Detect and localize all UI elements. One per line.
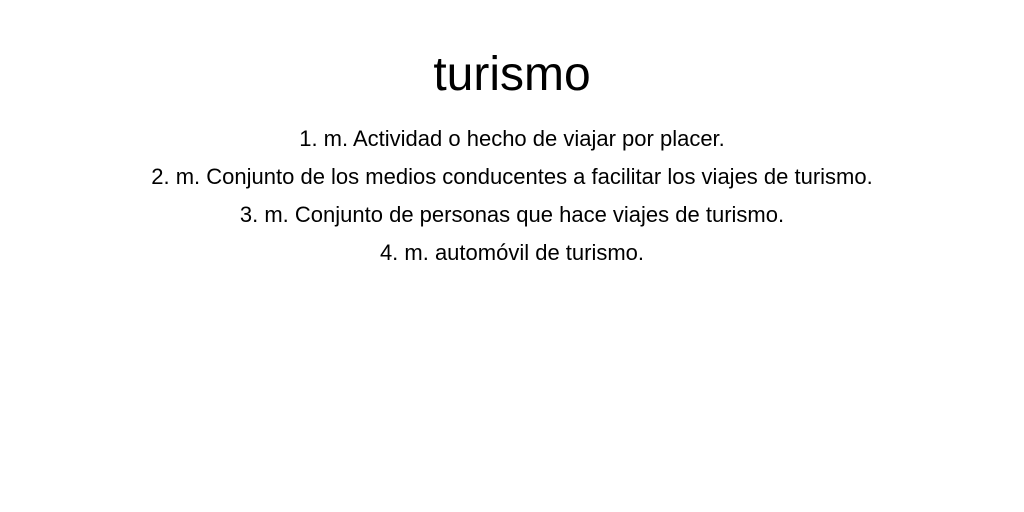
definition-4: 4. m. automóvil de turismo. — [379, 240, 645, 265]
definition-1: 1. m. Actividad o hecho de viajar por placer. — [299, 126, 725, 151]
definition-list — [0, 120, 1024, 272]
definition-3: 3. m. Conjunto de personas que hace viajes de turismo. — [239, 202, 785, 227]
definition-2: 2. m. Conjunto de los medios conducentes a facilitar los viajes de turismo. — [151, 164, 873, 189]
entry-headword: turismo — [433, 48, 591, 101]
